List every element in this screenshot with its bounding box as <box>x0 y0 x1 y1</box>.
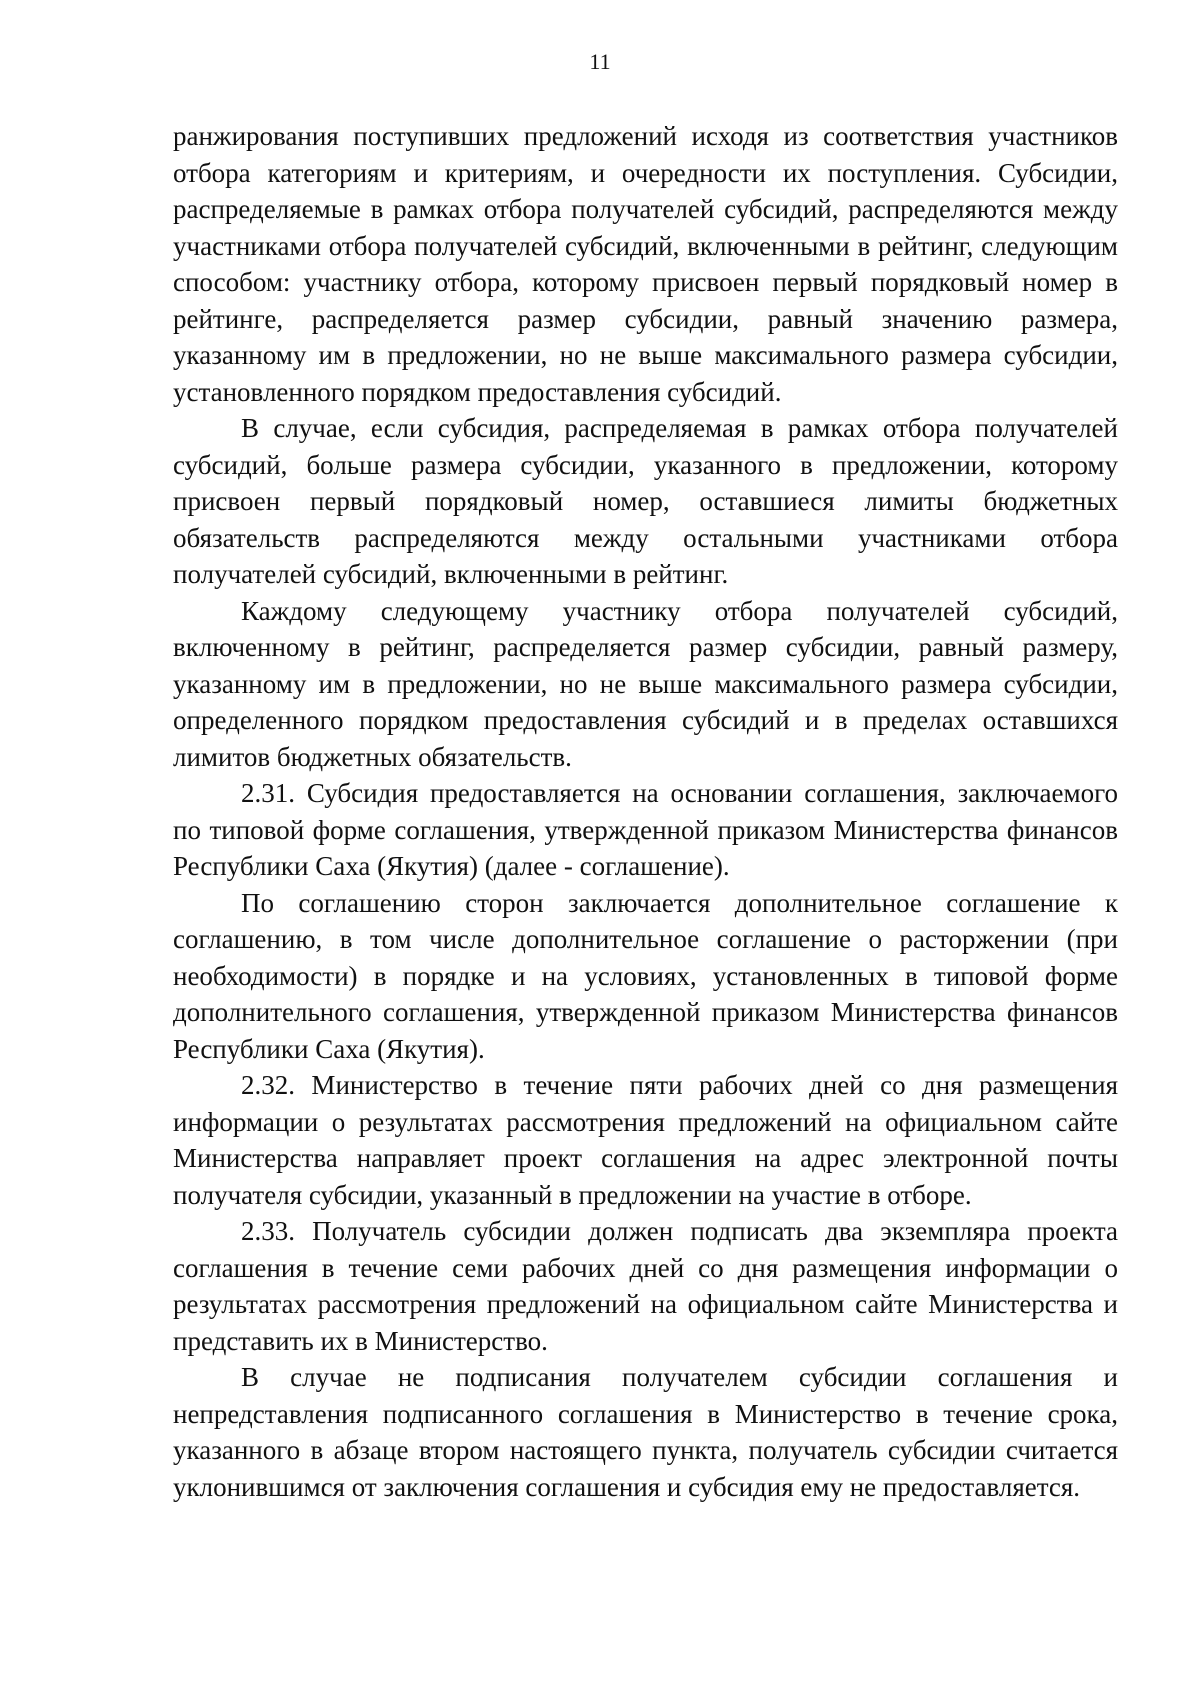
paragraph-remaining-limits: В случае, если субсидия, распределяемая в рамках отбора получателей субсидий, больше размера субсидии, указанного в предложении, которому присвоен первый порядковый номер, оставшиеся лимиты бюджетных обязательств распределяются между остальными участниками отбора получателей субсидий, включенными в рейтинг. <box>173 413 1118 589</box>
paragraph-clause-2-32: 2.32. Министерство в течение пяти рабочих дней со дня размещения информации о результатах рассмотрения предложений на официальном сайте Министерства направляет проект соглашения на адрес электронной почты получателя субсидии, указанный в предложении на участие в отборе. <box>173 1070 1118 1210</box>
paragraph-additional-agreement: По соглашению сторон заключается дополнительное соглашение к соглашению, в том числе дополнительное соглашение о расторжении (при необходимости) в порядке и на условиях, установленных в типовой форме дополнительного соглашения, утвержденной приказом Министерства финансов Республики Саха (Якутия). <box>173 887 1118 1064</box>
paragraph-clause-2-33: 2.33. Получатель субсидии должен подписать два экземпляра проекта соглашения в течение семи рабочих дней со дня размещения информации о результатах рассмотрения предложений на официальном сайте Министерства и представить их в Министерство. <box>173 1216 1118 1356</box>
page-number: 11 <box>589 49 611 74</box>
paragraph-clause-2-31: 2.31. Субсидия предоставляется на основании соглашения, заключаемого по типовой форме соглашения, утвержденной приказом Министерства финансов Республики Саха (Якутия) (далее - соглашение). <box>173 778 1118 881</box>
paragraph-next-participant: Каждому следующему участнику отбора получателей субсидий, включенному в рейтинг, распределяется размер субсидии, равный размеру, указанному им в предложении, но не выше максимального размера субсидии, определенного порядком предоставления субсидий и в пределах оставшихся лимитов бюджетных обязательств. <box>173 595 1118 772</box>
paragraph-non-signing: В случае не подписания получателем субсидии соглашения и непредставления подписанного соглашения в Министерство в течение срока, указанного в абзаце втором настоящего пункта, получатель субсидии считается уклонившимся от заключения соглашения и субсидия ему не предоставляется. <box>173 1362 1118 1502</box>
document-body <box>173 118 1118 1505</box>
paragraph-ranking-continuation: ранжирования поступивших предложений исходя из соответствия участников отбора категориям и критериям, и очередности их поступления. Субсидии, распределяемые в рамках отбора получателей субсидий, распределяются между участниками отбора получателей субсидий, включенными в рейтинг, следующим способом: участнику отбора, которому присвоен первый порядковый номер в рейтинге, распределяется размер субсидии, равный значению размера, указанному им в предложении, но не выше максимального размера субсидии, установленного порядком предоставления субсидий. <box>173 121 1118 407</box>
